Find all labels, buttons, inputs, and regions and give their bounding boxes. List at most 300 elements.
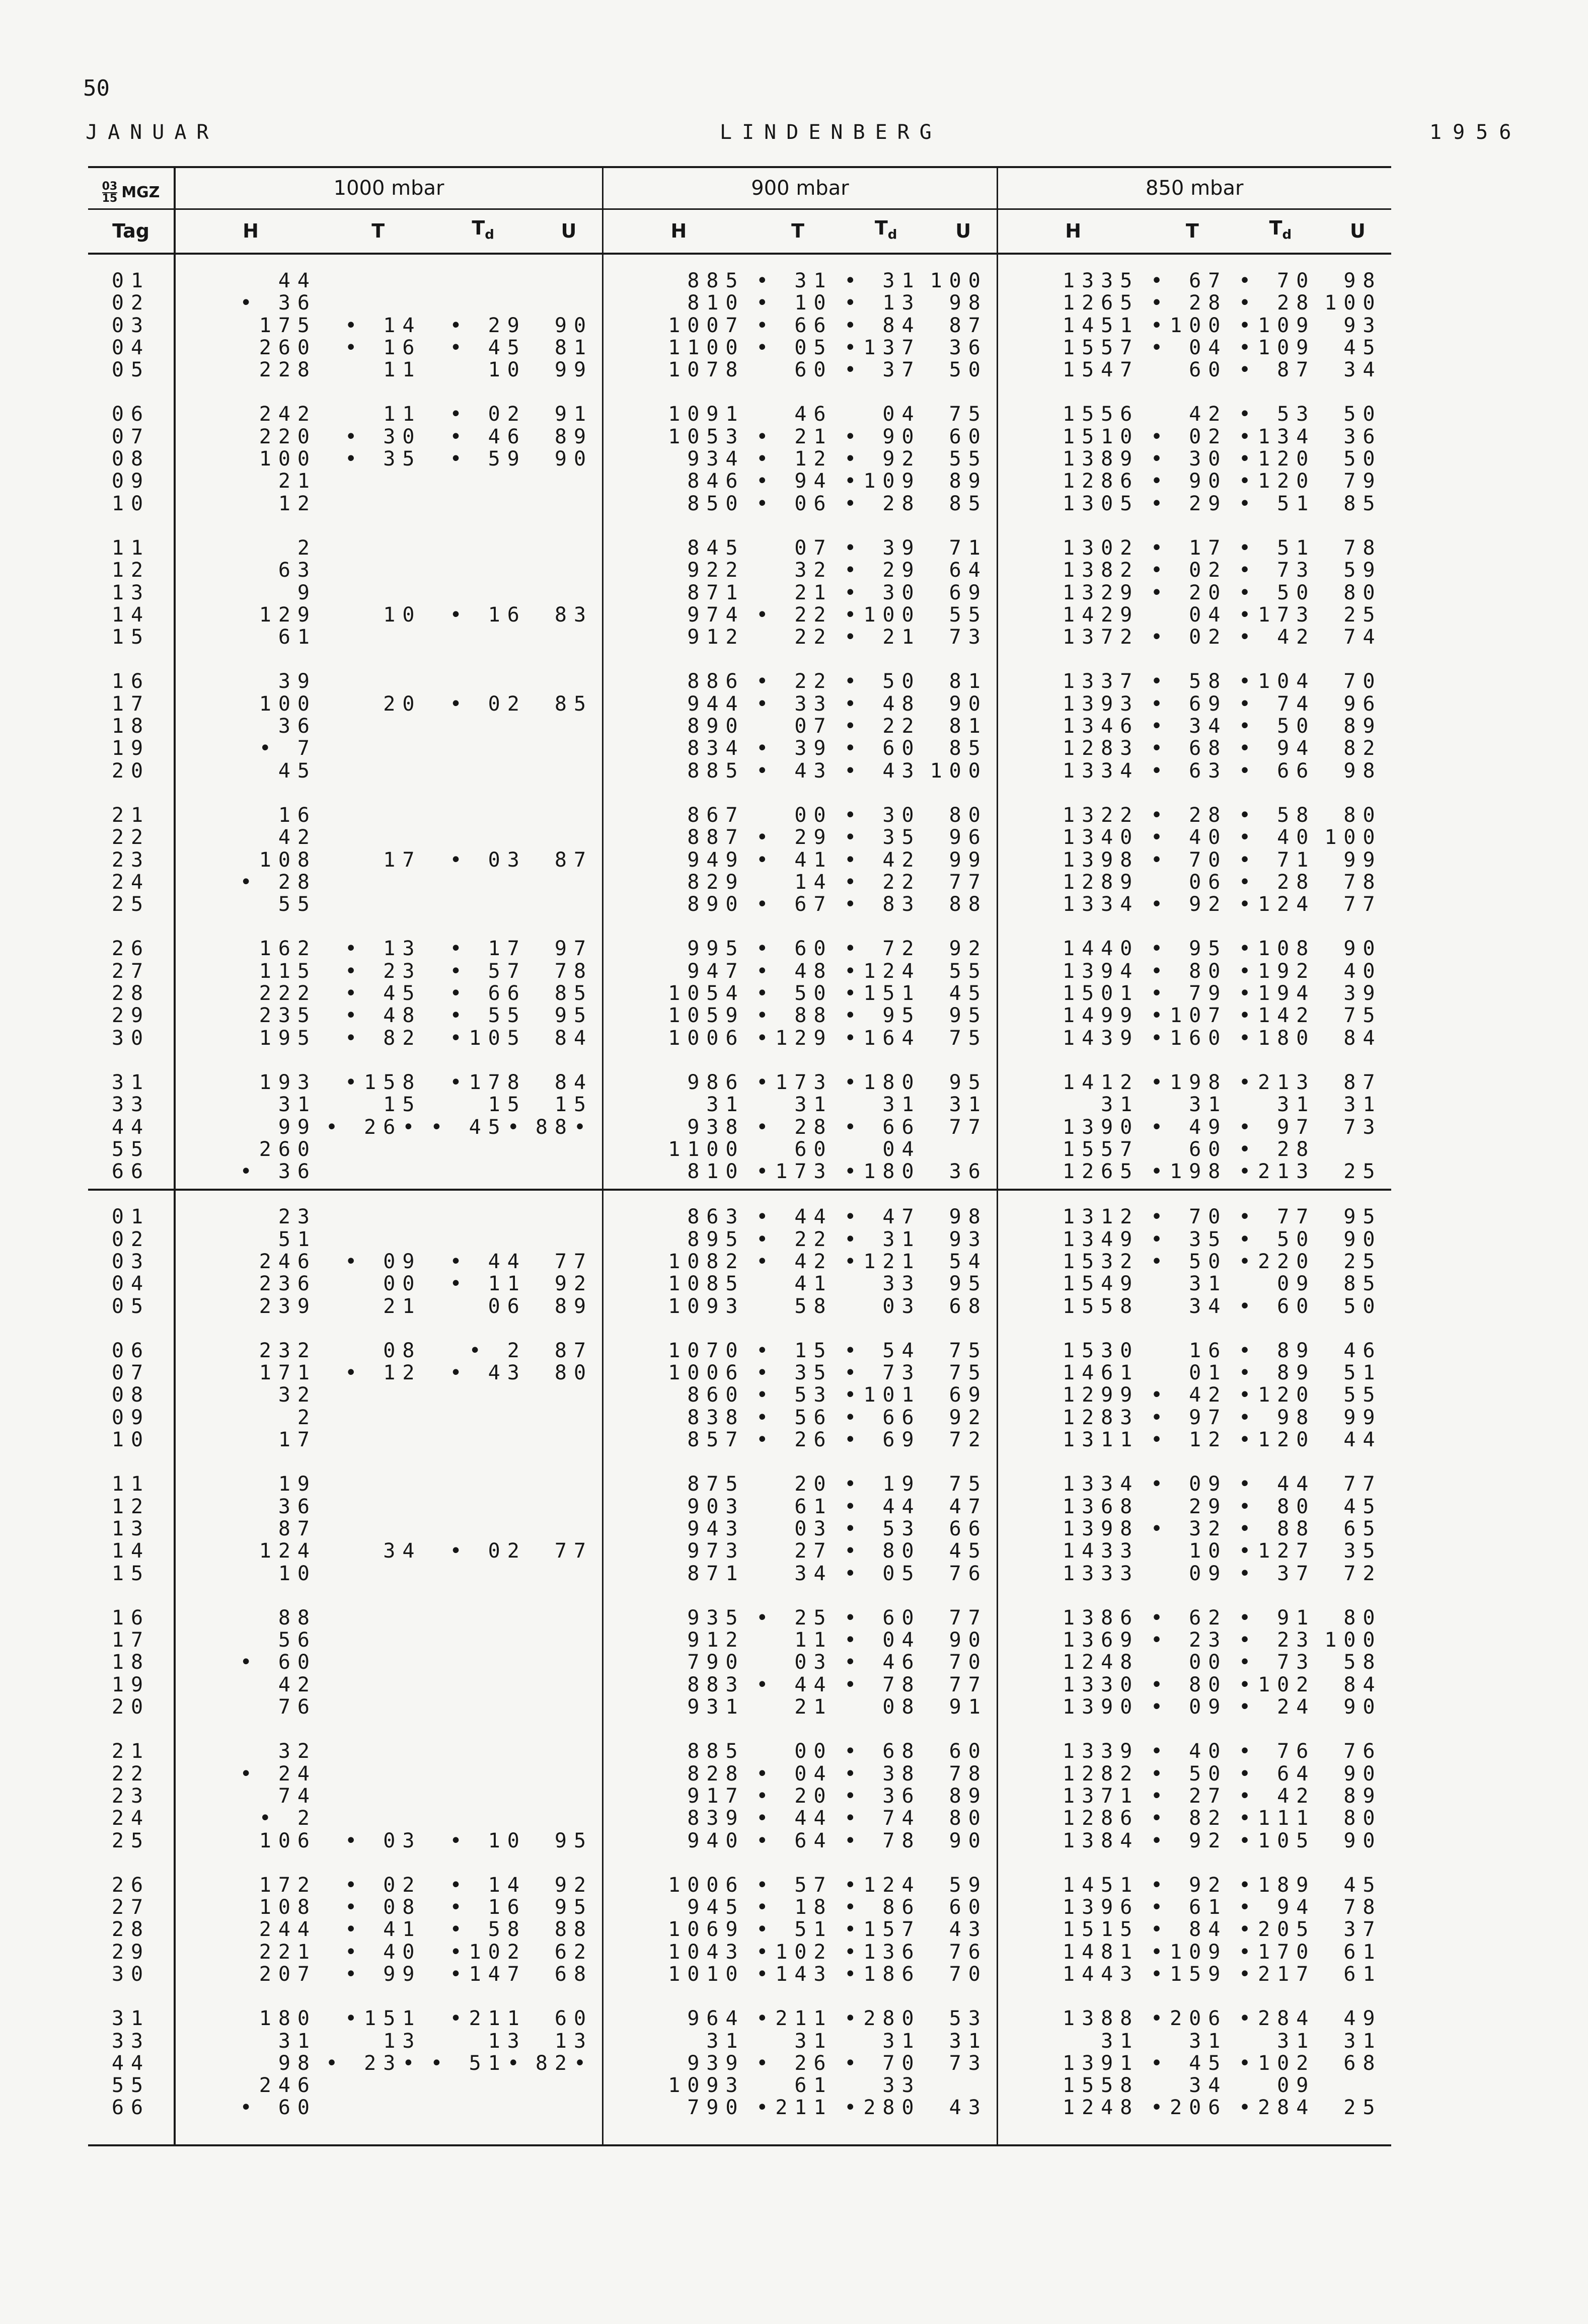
day-cell: 05 — [88, 1295, 175, 1318]
value-cell: • 12 — [1151, 1428, 1228, 1452]
value-cell: 61 — [1343, 1940, 1382, 1964]
day-cell: 16 — [88, 670, 175, 692]
value-cell: 931 — [687, 1695, 745, 1719]
day-cell: 29 — [88, 1004, 175, 1027]
value-cell: 1382 — [1063, 559, 1140, 582]
value-cell: • 23 — [345, 959, 422, 983]
value-cell: • 12 — [345, 1361, 422, 1385]
value-cell: • 86 — [844, 1896, 921, 1919]
value-cell: 2 — [297, 1406, 317, 1429]
value-cell: • 30 — [844, 581, 921, 604]
value-cell: • 16 — [345, 336, 422, 359]
value-cell: • 88 — [756, 1004, 833, 1028]
value-cell: 25 — [1343, 1250, 1382, 1273]
value-cell: • 69 — [844, 1428, 921, 1452]
table-row — [88, 448, 1391, 470]
value-cell: 100 — [259, 447, 317, 471]
day-cell: 31 — [88, 2007, 175, 2030]
value-cell: • 2 — [259, 1807, 317, 1830]
col-td-subscript: d — [1282, 227, 1292, 243]
value-cell: 2 — [297, 536, 317, 560]
value-cell: 63 — [278, 559, 317, 582]
value-cell: • 05 — [756, 336, 833, 359]
value-cell: • 92 — [844, 447, 921, 471]
value-cell: 810 — [687, 1160, 745, 1184]
value-cell: 87 — [278, 1517, 317, 1540]
value-cell: • 22 — [756, 1227, 833, 1251]
value-cell — [326, 1807, 430, 1829]
col-td-3 — [1236, 209, 1324, 254]
value-cell: • 72 — [844, 937, 921, 961]
day-cell: 23 — [88, 1785, 175, 1807]
value-cell — [326, 559, 430, 581]
value-cell: 1248 — [1063, 2096, 1140, 2120]
value-cell: 58 — [794, 1294, 833, 1318]
value-cell: 45 — [1343, 1495, 1382, 1518]
sounding-table — [88, 166, 1391, 2148]
value-cell: • 26• — [326, 1115, 422, 1139]
value-cell: 11 — [383, 403, 422, 426]
value-cell — [536, 1674, 603, 1696]
value-cell: 04 — [882, 1137, 921, 1161]
value-cell: •280 — [844, 2007, 921, 2031]
value-cell: 890 — [687, 893, 745, 916]
value-cell: 43 — [930, 2097, 998, 2119]
value-cell — [430, 559, 535, 581]
value-cell — [430, 1607, 535, 1629]
value-cell: •160 — [1151, 1026, 1228, 1050]
value-cell: • 40 — [345, 1940, 422, 1964]
value-cell — [326, 1473, 430, 1495]
value-cell: •164 — [844, 1026, 921, 1050]
value-cell — [536, 559, 603, 581]
value-cell: • 50 — [1239, 715, 1316, 738]
value-cell: •159 — [1151, 1963, 1228, 1986]
day-cell: 44 — [88, 1116, 175, 1138]
value-cell: 78 — [1343, 536, 1382, 560]
value-cell: •142 — [1239, 1004, 1316, 1028]
table-row — [88, 1674, 1391, 1696]
value-cell: 1282 — [1063, 1762, 1140, 1786]
value-cell: • 16 — [449, 603, 526, 627]
value-cell: 47 — [930, 1496, 998, 1518]
table-row — [88, 1429, 1391, 1451]
value-cell: 77 — [930, 1674, 998, 1696]
day-cell: 18 — [88, 715, 175, 737]
value-cell: 19 — [278, 1473, 317, 1496]
value-cell: • 50 — [756, 982, 833, 1005]
value-cell — [430, 292, 535, 314]
spacer-row — [88, 1183, 1391, 1190]
col-u-2: U — [930, 209, 998, 254]
value-cell: 60 — [794, 358, 833, 382]
value-cell: 70 — [930, 1651, 998, 1673]
value-cell: 15 — [383, 1093, 422, 1117]
value-cell: • 28 — [1151, 803, 1228, 827]
value-cell: 228 — [259, 358, 317, 382]
spacer-row — [88, 648, 1391, 670]
value-cell: 70 — [1343, 670, 1382, 693]
value-cell — [536, 1629, 603, 1651]
day-cell: 14 — [88, 604, 175, 626]
value-cell — [430, 470, 535, 492]
page-number: 50 — [83, 75, 110, 101]
value-cell: • 24 — [240, 1762, 317, 1786]
value-cell: •173 — [756, 1160, 833, 1184]
value-cell: 27 — [794, 1539, 833, 1563]
value-cell: 73 — [930, 2052, 998, 2074]
table-row — [88, 982, 1391, 1004]
day-cell: 20 — [88, 1696, 175, 1718]
value-cell: 78 — [1343, 1896, 1382, 1919]
value-cell: 95 — [930, 1004, 998, 1027]
table-row — [88, 1874, 1391, 1896]
value-cell: • 41 — [345, 1918, 422, 1942]
value-cell: 1440 — [1063, 937, 1140, 961]
value-cell: • 67 — [1151, 269, 1228, 292]
value-cell: 61 — [1343, 1963, 1382, 1986]
value-cell: • 29 — [1151, 492, 1228, 515]
day-cell: 16 — [88, 1607, 175, 1629]
value-cell: • 87 — [1239, 358, 1316, 382]
value-cell: 54 — [930, 1251, 998, 1273]
table-row — [88, 1473, 1391, 1495]
day-cell: 26 — [88, 1874, 175, 1896]
day-cell: 06 — [88, 403, 175, 425]
value-cell: 87 — [1343, 1070, 1382, 1094]
value-cell: 945 — [687, 1896, 745, 1919]
table-row — [88, 1160, 1391, 1183]
value-cell: 95 — [536, 1830, 603, 1852]
value-cell: • 32 — [1151, 1517, 1228, 1540]
value-cell: 34 — [1343, 358, 1382, 382]
col-h-2: H — [603, 209, 754, 254]
value-cell: 03 — [882, 1294, 921, 1318]
value-cell: • 88 — [1239, 1517, 1316, 1540]
value-cell: 973 — [687, 1539, 745, 1563]
value-cell: • 44 — [1239, 1473, 1316, 1496]
value-cell: •101 — [844, 1383, 921, 1407]
value-cell: 73 — [930, 626, 998, 648]
value-cell: • 04 — [1151, 336, 1228, 359]
value-cell: • 67 — [756, 893, 833, 916]
value-cell: 885 — [687, 759, 745, 783]
value-cell — [536, 270, 603, 292]
value-cell: 33 — [882, 1272, 921, 1296]
value-cell: 1299 — [1063, 1383, 1140, 1407]
value-cell: 885 — [687, 269, 745, 292]
value-cell: 72 — [1343, 1562, 1382, 1585]
value-cell: 76 — [1343, 1740, 1382, 1763]
value-cell: • 70 — [1239, 269, 1316, 292]
value-cell: • 82 — [1151, 1807, 1228, 1830]
value-cell: 17 — [383, 848, 422, 872]
value-cell — [326, 1138, 430, 1160]
value-cell: • 38 — [844, 1762, 921, 1786]
col-h-1: H — [175, 209, 326, 254]
value-cell: •170 — [1239, 1940, 1316, 1964]
value-cell: 1372 — [1063, 626, 1140, 649]
day-cell: 20 — [88, 760, 175, 782]
value-cell: 61 — [794, 2074, 833, 2098]
value-cell: 25 — [1343, 1160, 1382, 1184]
value-cell: 10 — [488, 358, 526, 382]
value-cell: 42 — [1189, 403, 1228, 426]
value-cell: • 20 — [1151, 581, 1228, 604]
value-cell: 87 — [536, 849, 603, 871]
value-cell: 1371 — [1063, 1784, 1140, 1808]
table-row — [88, 1384, 1391, 1406]
value-cell — [430, 582, 535, 604]
value-cell: 87 — [930, 315, 998, 337]
value-cell: 45 — [1343, 1873, 1382, 1897]
value-cell: •206 — [1151, 2096, 1228, 2120]
value-cell: •124 — [844, 959, 921, 983]
table-row — [88, 737, 1391, 759]
day-cell: 01 — [88, 1206, 175, 1228]
day-cell: 09 — [88, 470, 175, 492]
value-cell: 31 — [882, 1093, 921, 1117]
table-row — [88, 426, 1391, 448]
value-cell: 1006 — [668, 1361, 745, 1385]
value-cell — [536, 1518, 603, 1540]
value-cell: • 50 — [1239, 1227, 1316, 1251]
value-cell: 31 — [930, 2030, 998, 2052]
value-cell: • 90 — [844, 425, 921, 448]
value-cell: • 60 — [844, 737, 921, 760]
value-cell: 77 — [1343, 893, 1382, 916]
value-cell: 1078 — [668, 358, 745, 382]
col-td-subscript: d — [887, 227, 897, 243]
value-cell: • 43 — [844, 759, 921, 783]
value-cell: 949 — [687, 848, 745, 872]
value-cell: • 7 — [259, 737, 317, 760]
col-t-1: T — [326, 209, 430, 254]
value-cell: • 30 — [345, 425, 422, 448]
value-cell: 1558 — [1063, 1294, 1140, 1318]
value-cell: 36 — [930, 1160, 998, 1183]
value-cell: • 62 — [1151, 1606, 1228, 1630]
value-cell: • 33 — [756, 692, 833, 716]
day-cell: 28 — [88, 982, 175, 1004]
value-cell — [326, 1160, 430, 1183]
value-cell: 51 — [1343, 1361, 1382, 1385]
value-cell: 60 — [794, 1137, 833, 1161]
value-cell: 68 — [1343, 2051, 1382, 2075]
table-row — [88, 693, 1391, 715]
value-cell: • 16 — [449, 1896, 526, 1919]
value-cell: • 57 — [449, 959, 526, 983]
mgz-header — [88, 167, 175, 209]
value-cell: 1393 — [1063, 692, 1140, 716]
value-cell: •147 — [449, 1963, 526, 1986]
value-cell: 31 — [1189, 2029, 1228, 2053]
value-cell: • 23 — [1239, 1629, 1316, 1652]
value-cell: • 05 — [844, 1562, 921, 1585]
value-cell: •136 — [844, 1940, 921, 1964]
value-cell — [430, 1763, 535, 1785]
value-cell: 31 — [706, 1093, 745, 1117]
value-cell: 1100 — [668, 1137, 745, 1161]
value-cell: • 14 — [449, 1873, 526, 1897]
table-row — [88, 2030, 1391, 2052]
value-cell: 1386 — [1063, 1606, 1140, 1630]
value-cell: 175 — [259, 314, 317, 337]
value-cell: 1439 — [1063, 1026, 1140, 1050]
value-cell: • 29 — [844, 559, 921, 582]
col-t-3: T — [1148, 209, 1236, 254]
day-cell: 14 — [88, 1540, 175, 1562]
value-cell: 912 — [687, 1629, 745, 1652]
value-cell: 09 — [1277, 2074, 1316, 2098]
value-cell — [326, 1496, 430, 1518]
table-row — [88, 871, 1391, 893]
value-cell — [430, 270, 535, 292]
value-cell: 828 — [687, 1762, 745, 1786]
value-cell: 1394 — [1063, 959, 1140, 983]
value-cell: 1349 — [1063, 1227, 1140, 1251]
table-row — [88, 1896, 1391, 1918]
value-cell: 943 — [687, 1517, 745, 1540]
value-cell: 1302 — [1063, 536, 1140, 560]
table-body — [88, 254, 1391, 2145]
value-cell: 88 — [930, 893, 998, 915]
value-cell — [326, 715, 430, 737]
value-cell — [430, 871, 535, 893]
value-cell: 75 — [930, 1340, 998, 1362]
value-cell: 66 — [930, 1518, 998, 1540]
value-cell — [326, 1429, 430, 1451]
day-cell: 15 — [88, 1563, 175, 1585]
value-cell: • 91 — [1239, 1606, 1316, 1630]
value-cell: 90 — [1343, 1695, 1382, 1719]
value-cell: • 60 — [756, 937, 833, 961]
day-cell: 31 — [88, 1071, 175, 1094]
value-cell: 55 — [278, 893, 317, 916]
value-cell: 100 — [930, 760, 998, 782]
value-cell: 44 — [1343, 1428, 1382, 1452]
value-cell: 1093 — [668, 2074, 745, 2098]
value-cell: 84 — [536, 1027, 603, 1049]
value-cell — [326, 1651, 430, 1673]
value-cell — [536, 1138, 603, 1160]
value-cell: 90 — [930, 1629, 998, 1651]
value-cell: 1059 — [668, 1004, 745, 1028]
value-cell: 810 — [687, 291, 745, 315]
value-cell: 15 — [488, 1093, 526, 1117]
value-cell: 1339 — [1063, 1740, 1140, 1763]
value-cell: 82• — [536, 2052, 603, 2074]
value-cell — [430, 1740, 535, 1762]
value-cell — [536, 626, 603, 648]
day-cell: 11 — [88, 537, 175, 559]
value-cell: • 80 — [844, 1539, 921, 1563]
value-cell: 89 — [930, 1785, 998, 1807]
value-cell: •120 — [1239, 470, 1316, 493]
value-cell: • 74 — [1239, 692, 1316, 716]
value-cell — [536, 1473, 603, 1495]
value-cell: 45 — [1343, 336, 1382, 359]
value-cell: •151 — [345, 2007, 422, 2031]
value-cell — [326, 871, 430, 893]
value-cell: 77 — [536, 1540, 603, 1562]
value-cell: • 23 — [1151, 1629, 1228, 1652]
value-cell: • 47 — [844, 1205, 921, 1229]
value-cell: 239 — [259, 1294, 317, 1318]
value-cell: 1248 — [1063, 1651, 1140, 1674]
value-cell: 29 — [1189, 1495, 1228, 1518]
column-header-row — [88, 209, 1391, 254]
value-cell: 79 — [1343, 470, 1382, 493]
day-cell: 15 — [88, 626, 175, 648]
value-cell: 1384 — [1063, 1829, 1140, 1852]
month-header: JANUAR — [86, 121, 219, 144]
day-cell: 66 — [88, 2097, 175, 2119]
day-cell: 17 — [88, 1629, 175, 1651]
value-cell: 81 — [930, 670, 998, 692]
value-cell — [430, 537, 535, 559]
value-cell: 1388 — [1063, 2007, 1140, 2031]
value-cell: • 02 — [449, 692, 526, 716]
value-cell — [326, 1563, 430, 1585]
value-cell: 04 — [882, 403, 921, 426]
value-cell: • 64 — [756, 1829, 833, 1852]
value-cell: 90 — [930, 693, 998, 715]
table-row — [88, 938, 1391, 960]
value-cell: 838 — [687, 1406, 745, 1429]
value-cell: 90 — [930, 1830, 998, 1852]
table-row — [88, 1206, 1391, 1228]
value-cell: 77 — [1343, 1473, 1382, 1496]
value-cell: 90 — [536, 448, 603, 470]
value-cell: 1010 — [668, 1963, 745, 1986]
value-cell: 77 — [930, 871, 998, 893]
value-cell — [326, 760, 430, 782]
value-cell: 875 — [687, 1473, 745, 1496]
value-cell: •100 — [1151, 314, 1228, 337]
table-row — [88, 1116, 1391, 1138]
value-cell: • 34 — [1151, 715, 1228, 738]
value-cell: • 60 — [240, 2096, 317, 2120]
value-cell: • 36 — [240, 291, 317, 315]
value-cell: 1558 — [1063, 2074, 1140, 2098]
value-cell: 934 — [687, 447, 745, 471]
value-cell: 92 — [536, 1874, 603, 1896]
value-cell: 21 — [794, 1695, 833, 1719]
value-cell: • 19 — [844, 1473, 921, 1496]
value-cell: 20 — [383, 692, 422, 716]
value-cell: 1289 — [1063, 870, 1140, 894]
spacer-row — [88, 1451, 1391, 1473]
value-cell: 59 — [1343, 559, 1382, 582]
value-cell: 1265 — [1063, 291, 1140, 315]
value-cell: • 66 — [756, 314, 833, 337]
value-cell — [430, 893, 535, 915]
value-cell: 829 — [687, 870, 745, 894]
value-cell — [536, 1651, 603, 1673]
value-cell: • 24 — [1239, 1695, 1316, 1719]
value-cell — [326, 493, 430, 515]
col-td-letter: T — [874, 216, 888, 239]
value-cell: • 97 — [1239, 1115, 1316, 1139]
value-cell: 846 — [687, 470, 745, 493]
value-cell — [430, 626, 535, 648]
value-cell: 45 — [278, 759, 317, 783]
day-cell: 10 — [88, 1429, 175, 1451]
value-cell: 41 — [794, 1272, 833, 1296]
value-cell — [430, 1138, 535, 1160]
value-cell: • 40 — [1151, 826, 1228, 849]
